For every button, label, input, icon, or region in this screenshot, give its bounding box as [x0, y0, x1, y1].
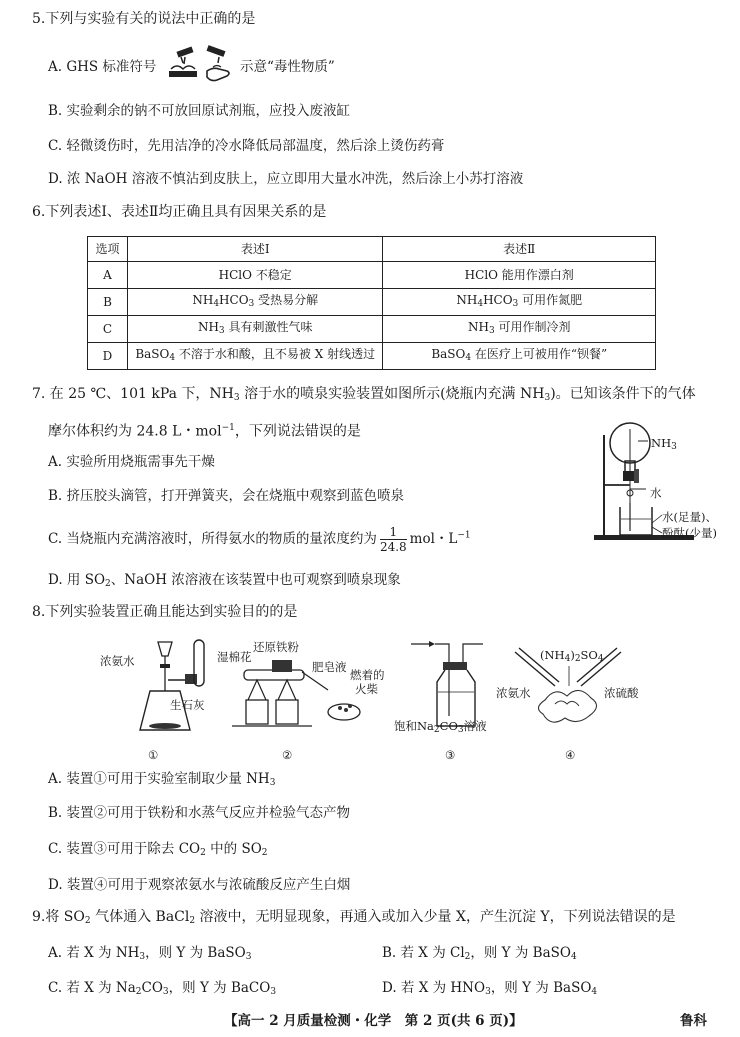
fig-phenolphthalein-label: 酚酞(少量)	[662, 526, 717, 540]
q8-option-b: B. 装置②可用于铁粉和水蒸气反应并检验气态产物	[48, 805, 351, 821]
fig4-label-ammonium-sulfate: $(NH_4)_2SO_4$	[540, 648, 604, 664]
q8-stem: 8.下列实验装置正确且能达到实验目的的是	[32, 604, 298, 620]
fig-water-excess-label: 水(足量)、	[662, 510, 717, 524]
table-cell-option: C	[88, 316, 128, 343]
q5-option-b: B. 实验剩余的钠不可放回原试剂瓶，应投入废液缸	[48, 103, 351, 119]
table-cell-statement1: HClO 不稳定	[127, 262, 383, 289]
fig-nh3-label: $NH_3$	[651, 436, 677, 452]
apparatus-1-diagram	[130, 636, 220, 736]
q9-option-a: A. 若 X 为 $NH_3$，则 Y 为 BaSO$_3$	[48, 945, 252, 962]
fig2-label-wet-cotton: 湿棉花	[217, 650, 252, 664]
page-footer: 【高一 2 月质量检测・化学 第 2 页(共 6 页)】	[224, 1013, 523, 1029]
fig2-label-burning: 燃着的	[350, 668, 385, 682]
q8-option-c: C. 装置③可用于除去 $CO_2$ 中的 $SO_2$	[48, 841, 268, 858]
q7-option-c: C. 当烧瓶内充满溶液时，所得氨水的物质的量浓度约为 $\frac{1}{24.8}$ mol・$L^{-1}$	[48, 525, 471, 554]
q7-stem-line1: 7. 在 25 ℃、101 kPa 下，$NH_3$ 溶于水的喷泉实验装置如图所示(烧瓶内充满 $NH_3$)。已知该条件下的气体	[32, 386, 696, 403]
fig4-label-sulfuric-acid: 浓硫酸	[604, 686, 639, 700]
q6-stem: 6.下列表述Ⅰ、表述Ⅱ均正确且具有因果关系的是	[32, 204, 327, 220]
fig2-number: ②	[282, 748, 293, 762]
ghs-pictogram-icon	[167, 45, 239, 85]
table-cell-statement1: $NH_3$ 具有刺激性气味	[127, 316, 383, 343]
fig1-number: ①	[148, 748, 159, 762]
fraction: $\frac{1}{24.8}$	[379, 525, 407, 554]
q9-option-b: B. 若 X 为 $Cl_2$，则 Y 为 BaSO$_4$	[382, 945, 577, 962]
table-row	[88, 262, 656, 289]
table-header-row	[88, 237, 656, 262]
table-cell-option: B	[88, 289, 128, 316]
table-header-cell: 表述Ⅰ	[127, 237, 383, 262]
footer-edition: 鲁科	[680, 1013, 707, 1029]
fig2-label-iron-powder: 还原铁粉	[253, 640, 299, 654]
q6-table	[87, 236, 656, 370]
fig4-label-ammonia: 浓氨水	[496, 686, 531, 700]
fig-water-label: 水	[650, 486, 662, 500]
q5-stem: 5.下列与实验有关的说法中正确的是	[32, 11, 256, 27]
table-row	[88, 289, 656, 316]
q9-option-d: D. 若 X 为 $HNO_3$，则 Y 为 BaSO$_4$	[382, 980, 598, 997]
fig3-label-solution: 饱和$Na_2CO_3$溶液	[394, 719, 487, 735]
fig3-number: ③	[445, 748, 456, 762]
q5-option-a-suffix: 示意“毒性物质”	[240, 59, 335, 75]
table-row	[88, 343, 656, 370]
fig1-label-quicklime: 生石灰	[170, 698, 205, 712]
q7-option-b: B. 挤压胶头滴管，打开弹簧夹，会在烧瓶中观察到蓝色喷泉	[48, 488, 405, 504]
q8-option-a: A. 装置①可用于实验室制取少量 $NH_3$	[48, 771, 276, 788]
q9-option-c: C. 若 X 为 $Na_2CO_3$，则 Y 为 BaCO$_3$	[48, 980, 277, 997]
table-cell-statement2: $NH_4HCO_3$ 可用作氮肥	[383, 289, 656, 316]
table-cell-statement2: HClO 能用作漂白剂	[383, 262, 656, 289]
fig2-label-soap: 肥皂液	[312, 660, 347, 674]
table-cell-statement1: $NH_4HCO_3$ 受热易分解	[127, 289, 383, 316]
q9-stem: 9.将 $SO_2$ 气体通入 BaCl$_2$ 溶液中，无明显现象，再通入或加入少量 X，产生沉淀 Y，下列说法错误的是	[32, 909, 676, 926]
table-cell-statement2: BaSO$_4$ 在医疗上可被用作“钡餐”	[383, 343, 656, 370]
q5-option-d: D. 浓 NaOH 溶液不慎沾到皮肤上，应立即用大量水冲洗，然后涂上小苏打溶液	[48, 171, 524, 187]
q5-option-a-prefix: A. GHS 标准符号	[48, 59, 157, 75]
q5-option-c: C. 轻微烫伤时，先用洁净的冷水降低局部温度，然后涂上烫伤药膏	[48, 138, 445, 154]
table-header-cell: 表述Ⅱ	[383, 237, 656, 262]
table-cell-option: A	[88, 262, 128, 289]
table-cell-statement2: $NH_3$ 可用作制冷剂	[383, 316, 656, 343]
table-header-cell: 选项	[88, 237, 128, 262]
table-cell-statement1: BaSO$_4$ 不溶于水和酸，且不易被 X 射线透过	[127, 343, 383, 370]
fig4-number: ④	[565, 748, 576, 762]
table-cell-option: D	[88, 343, 128, 370]
q8-option-d: D. 装置④可用于观察浓氨水与浓硫酸反应产生白烟	[48, 877, 351, 893]
q7-option-a: A. 实验所用烧瓶需事先干燥	[48, 454, 215, 470]
q7-stem-line2: 摩尔体积约为 24.8 L・mol$^{-1}$，下列说法错误的是	[48, 423, 361, 440]
q7-option-d: D. 用 $SO_2$、NaOH 浓溶液在该装置中也可观察到喷泉现象	[48, 572, 401, 589]
table-row	[88, 316, 656, 343]
fig1-label-ammonia: 浓氨水	[100, 654, 135, 668]
fig2-label-match: 火柴	[355, 682, 378, 696]
